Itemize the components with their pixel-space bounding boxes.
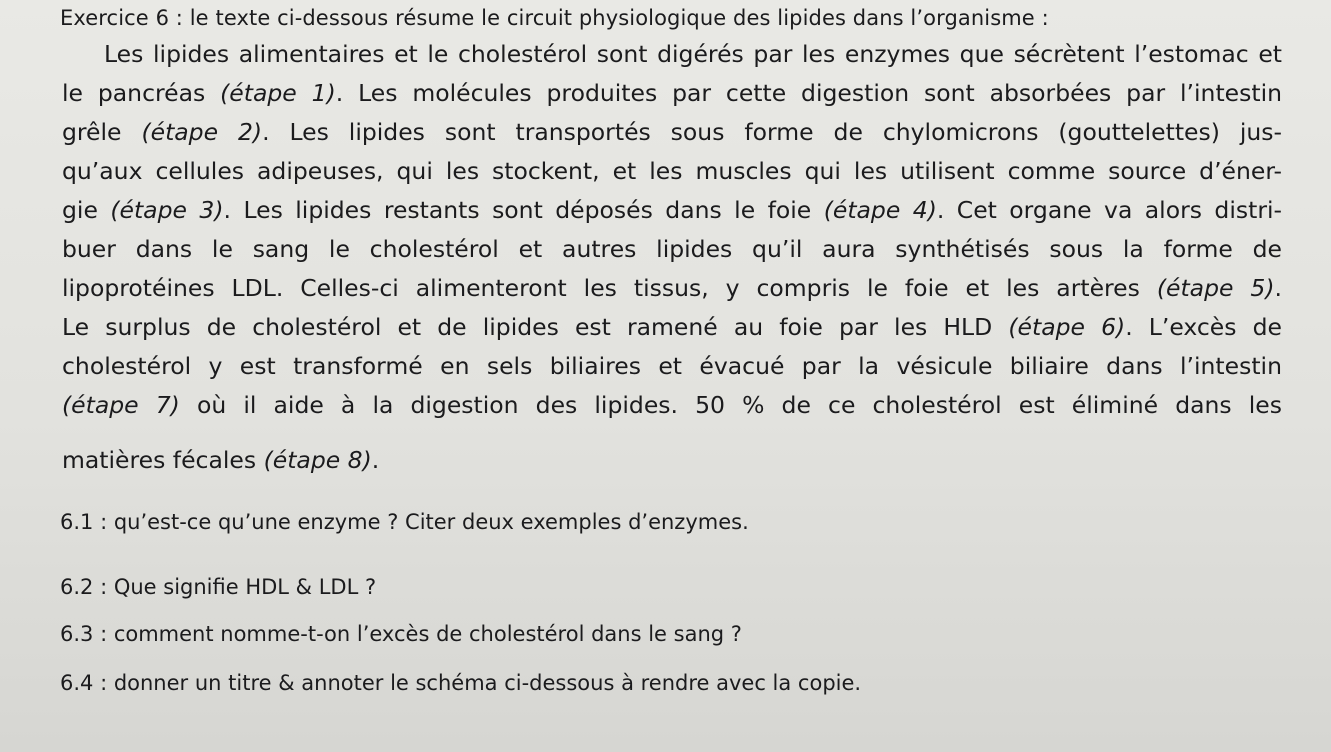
- paragraph-line: qu’aux cellules adipeuses, qui les stockent, et les muscles qui les utilisent comme source d’éner-: [62, 157, 1282, 185]
- paragraph-line: (étape 7) où il aide à la digestion des lipides. 50 % de ce cholestérol est éliminé dans les: [62, 391, 1282, 419]
- exercise-title: Exercice 6 : le texte ci-dessous résume le circuit physiologique des lipides dans l’organisme :: [60, 6, 1049, 30]
- paragraph-line: grêle (étape 2). Les lipides sont transportés sous forme de chylomicrons (gouttelettes) jus-: [62, 118, 1282, 146]
- paragraph-line: buer dans le sang le cholestérol et autres lipides qu’il aura synthétisés sous la forme de: [62, 235, 1282, 263]
- paragraph-line: matières fécales (étape 8).: [62, 446, 380, 474]
- question-6-2: 6.2 : Que signifie HDL & LDL ?: [60, 575, 377, 599]
- question-6-1: 6.1 : qu’est-ce qu’une enzyme ? Citer deux exemples d’enzymes.: [60, 510, 749, 534]
- paragraph-line: cholestérol y est transformé en sels biliaires et évacué par la vésicule biliaire dans l’intestin: [62, 352, 1282, 380]
- paragraph-line: lipoprotéines LDL. Celles-ci alimenteront les tissus, y compris le foie et les artères (étape 5).: [62, 274, 1282, 302]
- paragraph-line: Le surplus de cholestérol et de lipides est ramené au foie par les HLD (étape 6). L’excès de: [62, 313, 1282, 341]
- question-6-3: 6.3 : comment nomme-t-on l’excès de cholestérol dans le sang ?: [60, 622, 742, 646]
- paragraph-line: gie (étape 3). Les lipides restants sont déposés dans le foie (étape 4). Cet organe va alors distri-: [62, 196, 1283, 224]
- paragraph-line: le pancréas (étape 1). Les molécules produites par cette digestion sont absorbées par l’intestin: [62, 79, 1282, 107]
- paragraph-line: Les lipides alimentaires et le cholestérol sont digérés par les enzymes que sécrètent l’estomac et: [104, 40, 1282, 68]
- question-6-4: 6.4 : donner un titre & annoter le schéma ci-dessous à rendre avec la copie.: [60, 671, 862, 695]
